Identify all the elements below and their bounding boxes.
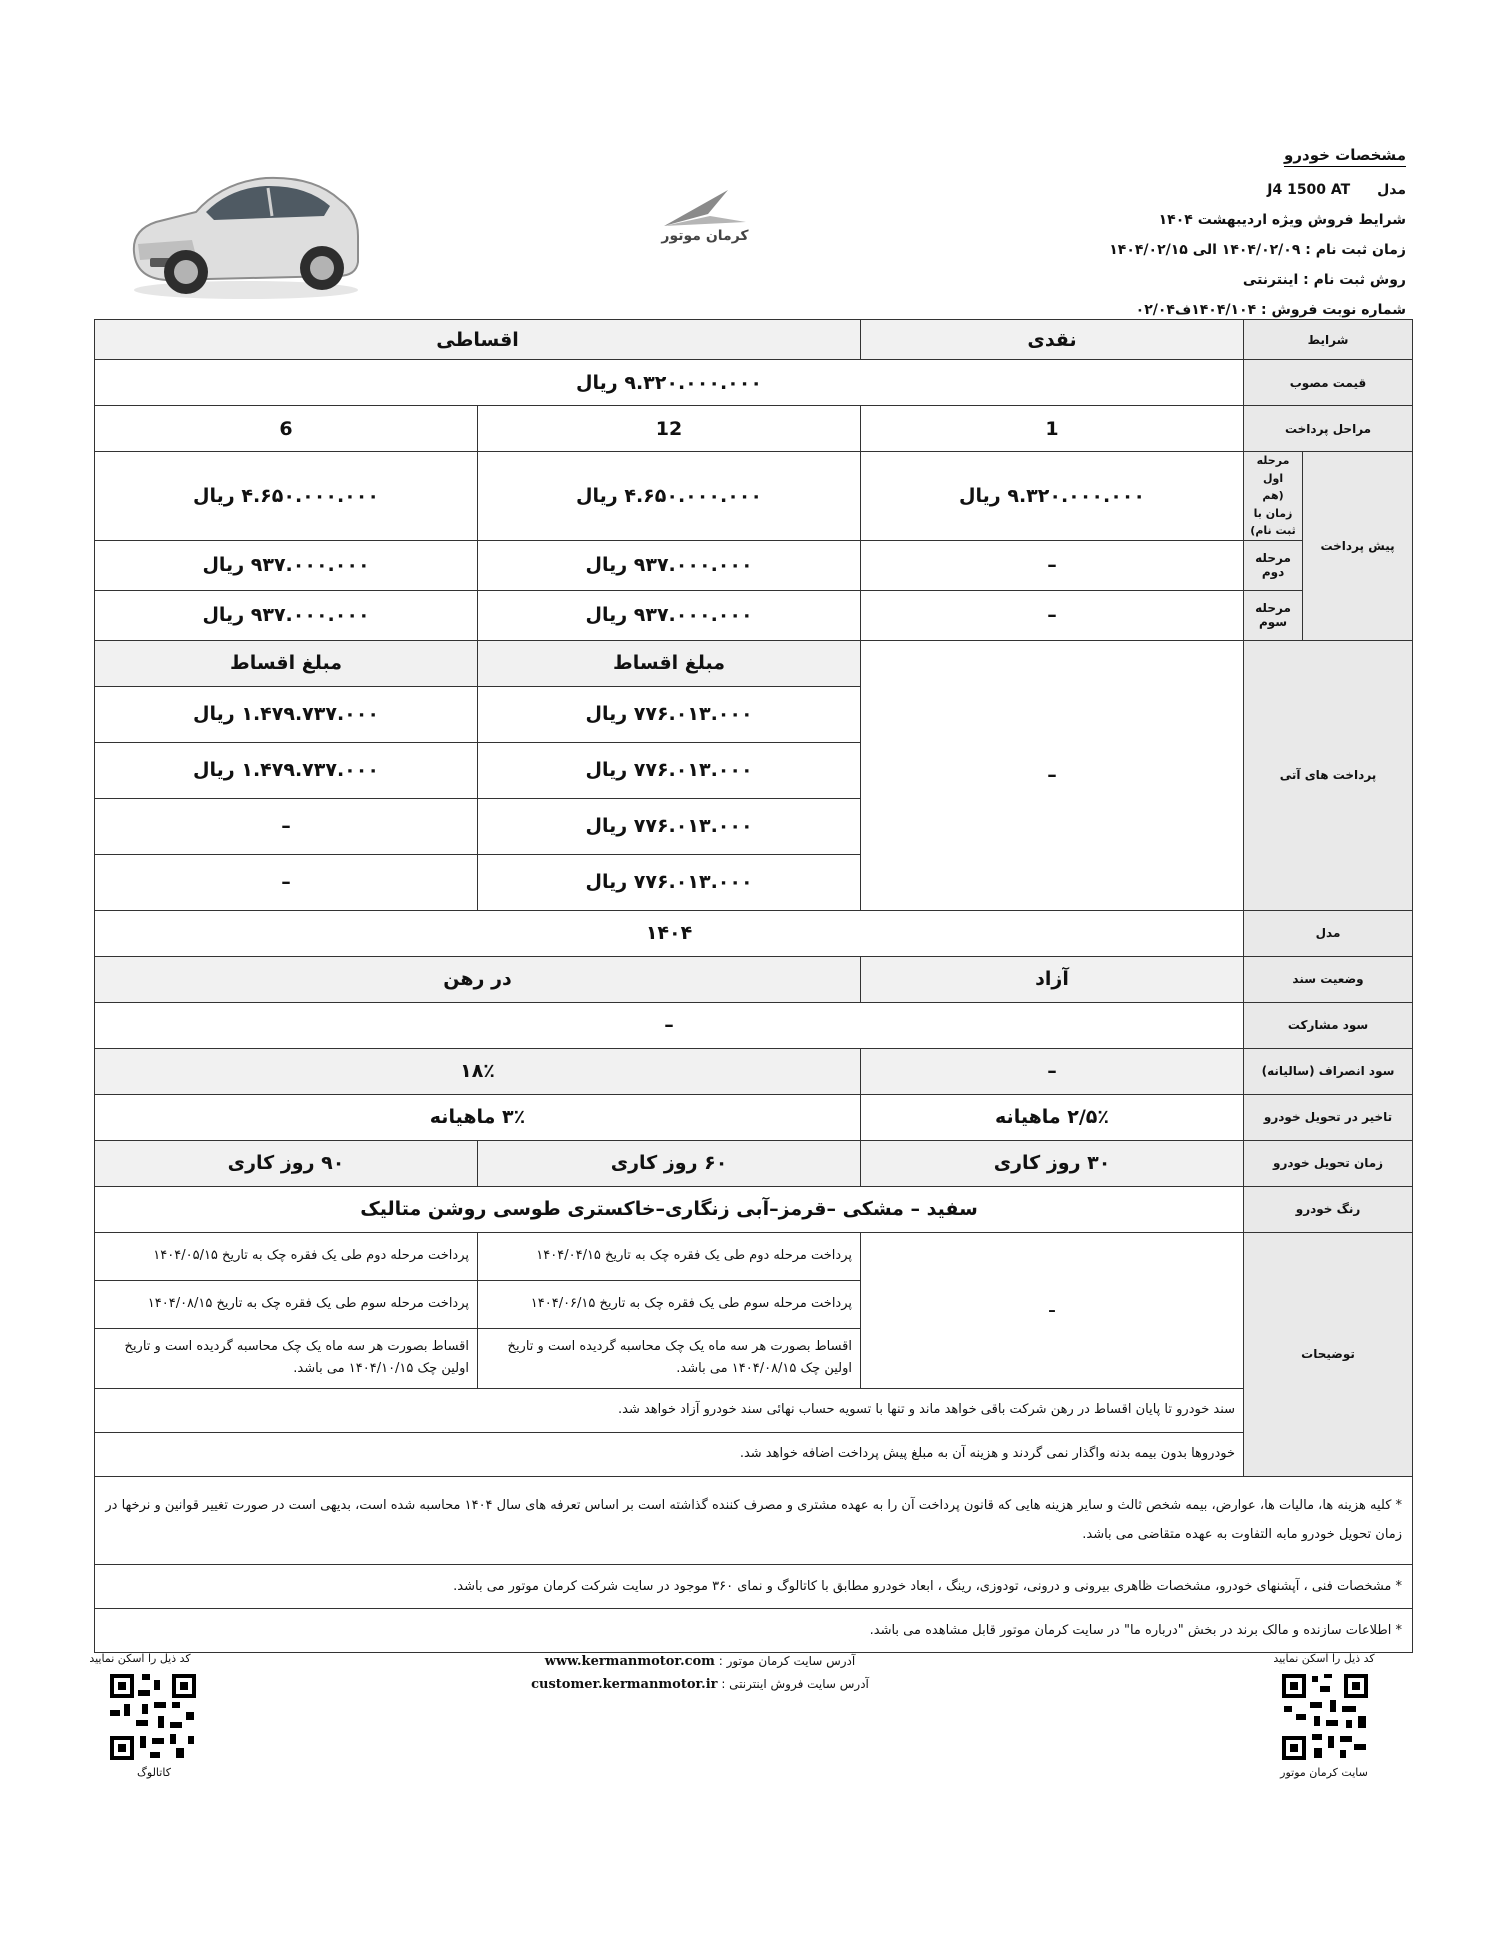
future-cash: –	[861, 640, 1244, 910]
row-prepayment-stage2	[95, 540, 1413, 590]
sales-address-label: آدرس سایت فروش اینترنتی :	[721, 1677, 869, 1691]
row-participation-profit	[95, 1002, 1413, 1048]
stage3-plan6: ۹۳۷.۰۰۰.۰۰۰ ریال	[95, 590, 478, 640]
registration-time: زمان ثبت نام : ۱۴۰۴/۰۲/۰۹ الی ۱۴۰۴/۰۲/۱۵	[1109, 242, 1406, 258]
label-conditions: شرایط	[1244, 320, 1413, 360]
logo-text: کرمان موتور	[661, 228, 749, 244]
label-car-color: رنگ خودرو	[1244, 1186, 1413, 1232]
future-plan12-1: ۷۷۶.۰۱۳.۰۰۰ ریال	[478, 686, 861, 742]
note-plan12-2: پرداخت مرحله سوم طی یک فقره چک به تاریخ ۱۴۰۴/۰۶/۱۵	[478, 1280, 861, 1328]
row-footnote-2	[95, 1564, 1413, 1608]
car-color-value: سفید – مشکی –قرمز–آبی زنگاری–خاکستری طوسی روشن متالیک	[95, 1186, 1244, 1232]
row-prepayment-stage3	[95, 590, 1413, 640]
note-plan12-1: پرداخت مرحله دوم طی یک فقره چک به تاریخ ۱۴۰۴/۰۴/۱۵	[478, 1232, 861, 1280]
delivery-time-plan12: ۶۰ روز کاری	[478, 1140, 861, 1186]
label-prepayment: پیش پرداخت	[1303, 452, 1413, 641]
site-address-line	[480, 1650, 920, 1673]
delivery-time-plan6: ۹۰ روز کاری	[95, 1140, 478, 1186]
cancellation-profit-cash: –	[861, 1048, 1244, 1094]
model-label: مدل	[1377, 182, 1406, 198]
registration-method: روش ثبت نام : اینترنتی	[1242, 272, 1406, 288]
note-plan6-1: پرداخت مرحله دوم طی یک فقره چک به تاریخ ۱۴۰۴/۰۵/۱۵	[95, 1232, 478, 1280]
row-footnote-1	[95, 1476, 1413, 1564]
label-stage3: مرحله سوم	[1244, 590, 1303, 640]
delivery-delay-installment: ۳٪ ماهیانه	[95, 1094, 861, 1140]
future-plan12-4: ۷۷۶.۰۱۳.۰۰۰ ریال	[478, 854, 861, 910]
delivery-time-cash: ۳۰ روز کاری	[861, 1140, 1244, 1186]
stage2-cash: –	[861, 540, 1244, 590]
cancellation-profit-installment: ۱۸٪	[95, 1048, 861, 1094]
stage1-title: مرحله اول	[1256, 454, 1290, 485]
future-plan6-2: ۱.۴۷۹.۷۳۷.۰۰۰ ریال	[95, 742, 478, 798]
future-header-plan12: مبلغ اقساط	[478, 640, 861, 686]
stage3-cash: –	[861, 590, 1244, 640]
model-year-value: ۱۴۰۴	[95, 910, 1244, 956]
label-delivery-delay: تاخیر در تحویل خودرو	[1244, 1094, 1413, 1140]
row-future-header	[95, 640, 1413, 686]
row-footnote-3	[95, 1608, 1413, 1652]
stage2-plan6: ۹۳۷.۰۰۰.۰۰۰ ریال	[95, 540, 478, 590]
label-payment-stages: مراحل پرداخت	[1244, 406, 1413, 452]
installment-header: اقساطی	[95, 320, 861, 360]
stage3-plan12: ۹۳۷.۰۰۰.۰۰۰ ریال	[478, 590, 861, 640]
participation-profit-value: –	[95, 1002, 1244, 1048]
stage2-plan12: ۹۳۷.۰۰۰.۰۰۰ ریال	[478, 540, 861, 590]
qr-left-top-text: کد ذیل را اسکن نمایید	[89, 1652, 191, 1665]
row-approved-price	[95, 360, 1413, 406]
future-header-plan6: مبلغ اقساط	[95, 640, 478, 686]
delivery-delay-cash: ۲/۵٪ ماهیانه	[861, 1094, 1244, 1140]
stages-plan12: 12	[478, 406, 861, 452]
approved-price-value: ۹.۳۲۰.۰۰۰.۰۰۰ ریال	[95, 360, 1244, 406]
model-line	[986, 175, 1406, 205]
sales-address-link[interactable]: customer.kermanmotor.ir	[531, 1677, 718, 1692]
sales-address-line	[480, 1673, 920, 1696]
document-status-installment: در رهن	[95, 956, 861, 1002]
document-status-cash: آزاد	[861, 956, 1244, 1002]
label-delivery-time: زمان تحویل خودرو	[1244, 1140, 1413, 1186]
footnote-3: * اطلاعات سازنده و مالک برند در بخش "درباره ما" در سایت کرمان موتور قابل مشاهده می باشد.	[95, 1608, 1413, 1652]
label-participation-profit: سود مشارکت	[1244, 1002, 1413, 1048]
label-stage1	[1244, 452, 1303, 541]
cash-header: نقدی	[861, 320, 1244, 360]
car-image-icon	[126, 160, 366, 302]
model-value: J4 1500 AT	[1267, 182, 1351, 198]
qr-right-top-text: کد ذیل را اسکن نمایید	[1273, 1652, 1375, 1665]
sale-conditions: شرایط فروش ویژه اردیبهشت ۱۴۰۴	[1158, 212, 1406, 228]
note-common-2: خودروها بدون بیمه بدنه واگذار نمی گردند و هزینه آن به مبلغ پیش پرداخت اضافه خواهد شد.	[95, 1432, 1244, 1476]
stages-cash: 1	[861, 406, 1244, 452]
footer-addresses	[480, 1650, 920, 1696]
label-notes: توضیحات	[1244, 1232, 1413, 1476]
row-prepayment-stage1	[95, 452, 1413, 541]
footnote-2: * مشخصات فنی ، آپشنهای خودرو، مشخصات ظاهری بیرونی و درونی، تودوزی، رینگ ، ابعاد خودرو مطابق با کاتالوگ و نمای ۳۶۰ موجود در سایت شرکت کرمان موتور می باشد.	[95, 1564, 1413, 1608]
future-plan6-4: –	[95, 854, 478, 910]
row-notes-5	[95, 1432, 1413, 1476]
row-conditions	[95, 320, 1413, 360]
row-model-year	[95, 910, 1413, 956]
site-address-label: آدرس سایت کرمان موتور :	[718, 1654, 856, 1668]
note-plan6-3: اقساط بصورت هر سه ماه یک چک محاسبه گردیده است و تاریخ اولین چک ۱۴۰۴/۱۰/۱۵ می باشد.	[95, 1328, 478, 1388]
future-plan12-2: ۷۷۶.۰۱۳.۰۰۰ ریال	[478, 742, 861, 798]
qr-code-site-icon[interactable]	[1280, 1672, 1370, 1762]
row-notes-1	[95, 1232, 1413, 1280]
header-info	[986, 146, 1406, 325]
footnote-1: * کلیه هزینه ها، مالیات ها، عوارض، بیمه شخص ثالث و سایر هزینه هایی که قانون پرداخت آن را به عهده مشتری و مصرف کننده گذاشته است بر اساس تعرفه های سال ۱۴۰۴ محاسبه شده است، بدیهی است در صورت تغییر قوانین و نرخها در زمان تحویل خودرو مابه التفاوت به عهده متقاضی می باشد.	[95, 1476, 1413, 1564]
kerman-motor-logo-icon	[650, 182, 760, 262]
doc-title: مشخصات خودرو	[1284, 146, 1406, 167]
row-notes-4	[95, 1388, 1413, 1432]
label-model-year: مدل	[1244, 910, 1413, 956]
note-plan6-2: پرداخت مرحله سوم طی یک فقره چک به تاریخ ۱۴۰۴/۰۸/۱۵	[95, 1280, 478, 1328]
qr-right-caption: سایت کرمان موتور	[1280, 1766, 1368, 1779]
label-stage2: مرحله دوم	[1244, 540, 1303, 590]
future-plan6-1: ۱.۴۷۹.۷۳۷.۰۰۰ ریال	[95, 686, 478, 742]
row-delivery-time	[95, 1140, 1413, 1186]
future-plan6-3: –	[95, 798, 478, 854]
qr-left-caption: کاتالوگ	[137, 1766, 171, 1779]
stage1-subtitle: (هم زمان با ثبت نام)	[1250, 489, 1296, 538]
row-delivery-delay	[95, 1094, 1413, 1140]
sale-turn-number: شماره نوبت فروش : ۱۴۰۴/۱۰۴ف۰۲/۰۴	[1135, 302, 1406, 318]
future-plan12-3: ۷۷۶.۰۱۳.۰۰۰ ریال	[478, 798, 861, 854]
label-future-payments: پرداخت های آتی	[1244, 640, 1413, 910]
label-approved-price: قیمت مصوب	[1244, 360, 1413, 406]
stage1-plan12: ۴.۶۵۰.۰۰۰.۰۰۰ ریال	[478, 452, 861, 541]
spec-table	[94, 319, 1413, 1653]
stage1-cash: ۹.۳۲۰.۰۰۰.۰۰۰ ریال	[861, 452, 1244, 541]
row-cancellation-profit	[95, 1048, 1413, 1094]
note-common-1: سند خودرو تا پایان اقساط در رهن شرکت باقی خواهد ماند و تنها با تسویه حساب نهائی سند خودرو آزاد خواهد شد.	[95, 1388, 1244, 1432]
qr-code-catalog-icon[interactable]	[108, 1672, 198, 1762]
row-car-color	[95, 1186, 1413, 1232]
notes-cash: –	[861, 1232, 1244, 1388]
stages-plan6: 6	[95, 406, 478, 452]
row-document-status	[95, 956, 1413, 1002]
label-document-status: وضعیت سند	[1244, 956, 1413, 1002]
site-address-link[interactable]: www.kermanmotor.com	[544, 1654, 715, 1669]
note-plan12-3: اقساط بصورت هر سه ماه یک چک محاسبه گردیده است و تاریخ اولین چک ۱۴۰۴/۰۸/۱۵ می باشد.	[478, 1328, 861, 1388]
stage1-plan6: ۴.۶۵۰.۰۰۰.۰۰۰ ریال	[95, 452, 478, 541]
label-cancellation-profit: سود انصراف (سالیانه)	[1244, 1048, 1413, 1094]
row-payment-stages	[95, 406, 1413, 452]
